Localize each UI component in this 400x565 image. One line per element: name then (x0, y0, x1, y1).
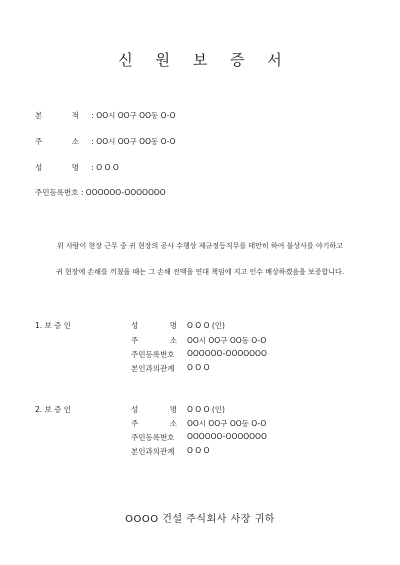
label-char: 성 (131, 321, 139, 330)
guarantor-1-resident-number (131, 349, 267, 360)
guarantor-1-address (131, 335, 266, 346)
guarantor-2-resident-number (131, 432, 267, 443)
field-value: O O O (187, 363, 210, 372)
info-row-address (35, 136, 176, 147)
label-char: 성 (131, 405, 139, 414)
separator: : (78, 188, 86, 197)
field-label: 주민등록번호 (131, 433, 175, 442)
separator: : (89, 137, 97, 146)
separator: : (89, 111, 97, 120)
label-char: 소 (169, 336, 177, 345)
info-label (35, 162, 79, 173)
field-value: OO시 OO구 OO동 O-O (187, 419, 267, 428)
guarantor-1-name (131, 320, 225, 331)
separator: : (89, 163, 97, 172)
field-value: O O O (인) (187, 321, 225, 330)
field-value: OOOOOO-OOOOOOO (187, 349, 267, 358)
info-row-resident-number (35, 187, 166, 198)
guarantor-2-header: 2. 보 증 인 (35, 405, 72, 414)
info-value: OO시 OO구 OO동 O-O (96, 137, 176, 146)
guarantor-1-header: 1. 보 증 인 (35, 321, 72, 330)
field-label (131, 335, 177, 346)
label-char: 주 (35, 137, 43, 146)
label-char: 명 (169, 405, 177, 414)
info-value: OOOOOO-OOOOOOO (85, 188, 166, 197)
info-value: O O O (96, 163, 119, 172)
info-row-domicile (35, 110, 176, 121)
label-char: 주 (131, 336, 139, 345)
addressee: OOOO 건설 주식회사 사장 귀하 (125, 514, 275, 525)
field-label (131, 418, 177, 429)
body-text-line-1: 위 사람이 현장 근무 중 귀 현장의 공사 수행상 제규정등직무를 태만히 하여 불상사를 야기하고 (57, 242, 343, 250)
label-char: 주 (131, 419, 139, 428)
field-label: 주민등록번호 (131, 350, 175, 359)
field-label: 본인과의관계 (131, 364, 175, 373)
label-char: 명 (71, 163, 79, 172)
guarantor-1-relationship (131, 363, 209, 374)
guarantor-2-name (131, 404, 225, 415)
label-char: 명 (169, 321, 177, 330)
field-value: OO시 OO구 OO동 O-O (187, 336, 267, 345)
label-char: 소 (71, 137, 79, 146)
label-char: 소 (169, 419, 177, 428)
info-row-name (35, 162, 119, 173)
label-char: 본 (35, 111, 43, 120)
field-label (131, 404, 177, 415)
field-value: O O O (187, 446, 210, 455)
info-label (35, 136, 79, 147)
field-value: O O O (인) (187, 405, 225, 414)
guarantor-2-relationship (131, 446, 209, 457)
info-label (35, 110, 79, 121)
label-char: 적 (71, 111, 79, 120)
field-label: 본인과의관계 (131, 447, 175, 456)
field-value: OOOOOO-OOOOOOO (187, 432, 267, 441)
info-label: 주민등록번호 (35, 188, 79, 197)
body-text-line-2: 귀 현장에 손해를 끼쳤을 때는 그 손해 전액을 연대 책임에 지고 인수 배상하겠음을 보증합니다. (55, 268, 345, 276)
info-value: OO시 OO구 OO동 O-O (96, 111, 176, 120)
field-label (131, 320, 177, 331)
document-title: 신 원 보 증 서 (118, 51, 291, 69)
label-char: 성 (35, 163, 43, 172)
guarantor-2-address (131, 418, 266, 429)
